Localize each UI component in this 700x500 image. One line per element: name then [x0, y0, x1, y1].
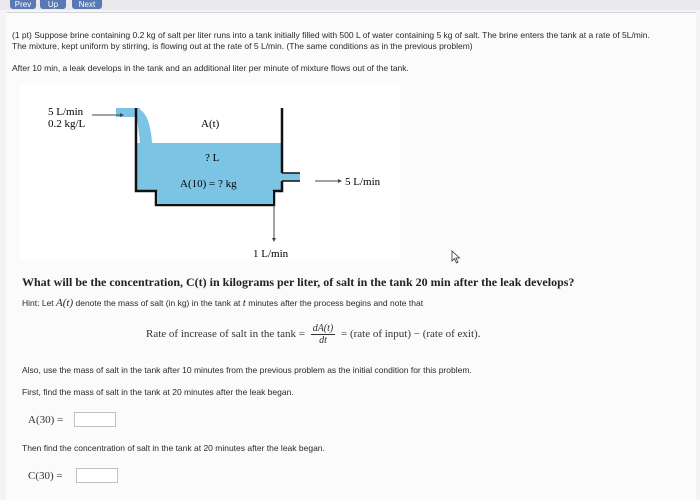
prev-button[interactable]: Prev [10, 0, 36, 9]
inflow-conc-label: 0.2 kg/L [48, 118, 86, 130]
nav-bar [0, 0, 700, 10]
volume-label: ? L [205, 152, 220, 164]
first-text: First, find the mass of salt in the tank at 20 minutes after the leak began. [22, 387, 294, 397]
tank-bottom-water [157, 191, 273, 204]
hint-text: Hint: Let A(t) denote the mass of salt (in kg) in the tank at t minutes after the process begins and note that [22, 297, 424, 309]
rate-equation: Rate of increase of salt in the tank = $\frac{dA(t)}{dt}$ = (rate of input) − (rate of exit). [146, 323, 481, 346]
problem-page [6, 12, 696, 500]
answer-1-input[interactable] [74, 412, 116, 427]
problem-line-1: (1 pt) Suppose brine containing 0.2 kg of salt per liter runs into a tank initially filled with 500 L of water containing 5 kg of salt. The brine enters the tank at a rate of 5L/min. [12, 30, 650, 40]
answer-2-input[interactable] [76, 468, 118, 483]
inflow-rate-label: 5 L/min [48, 106, 84, 118]
problem-line-2: The mixture, kept uniform by stirring, is flowing out at the rate of 5 L/min. (The same conditions as in the previous problem) [12, 41, 473, 51]
leak-label: 1 L/min [253, 248, 289, 260]
outflow-label: 5 L/min [345, 176, 381, 188]
question-text: What will be the concentration, C(t) in kilograms per liter, of salt in the tank 20 min after the leak develops? [22, 275, 575, 289]
next-button[interactable]: Next [72, 0, 102, 9]
then-text: Then find the concentration of salt in the tank at 20 minutes after the leak began. [22, 443, 325, 453]
initial-amount-label: A(10) = ? kg [180, 178, 237, 190]
tank-diagram [20, 83, 400, 261]
up-button[interactable]: Up [40, 0, 66, 9]
outflow-pipe [274, 173, 300, 181]
answer-1-label: A(30) = [28, 414, 64, 426]
cursor-icon [451, 250, 461, 264]
problem-line-3: After 10 min, a leak develops in the tank and an additional liter per minute of mixture flows out of the tank. [12, 63, 409, 73]
also-text: Also, use the mass of salt in the tank after 10 minutes from the previous problem as the initial condition for this problem. [22, 365, 472, 375]
amount-label: A(t) [201, 118, 220, 130]
answer-2-label: C(30) = [28, 470, 63, 482]
